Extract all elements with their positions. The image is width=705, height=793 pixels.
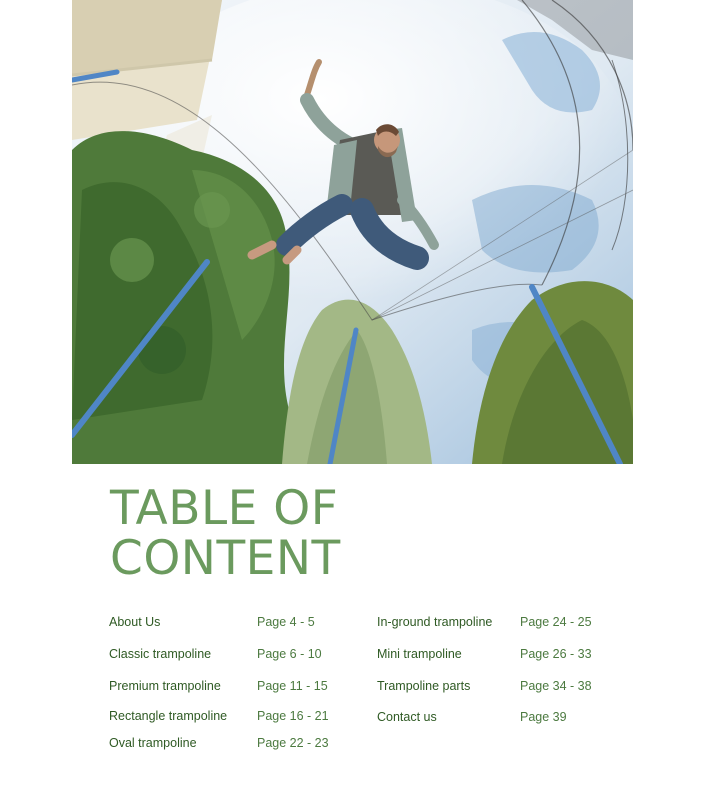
page-title bbox=[110, 481, 341, 586]
toc-entry-premium-trampoline[interactable] bbox=[109, 675, 369, 697]
toc-entry-pages: Page 34 - 38 bbox=[520, 679, 592, 693]
toc-entry-in-ground-trampoline[interactable] bbox=[377, 611, 627, 633]
toc-entry-contact-us[interactable] bbox=[377, 706, 627, 728]
toc-entry-about-us[interactable] bbox=[109, 611, 369, 633]
toc-entry-label: Premium trampoline bbox=[109, 679, 221, 693]
toc-entry-pages: Page 39 bbox=[520, 710, 567, 724]
toc-entry-pages: Page 11 - 15 bbox=[257, 679, 328, 693]
toc-entry-pages: Page 16 - 21 bbox=[257, 709, 329, 723]
toc-entry-rectangle-trampoline[interactable] bbox=[109, 705, 369, 727]
toc-entry-label: Rectangle trampoline bbox=[109, 709, 228, 723]
toc-entry-trampoline-parts[interactable] bbox=[377, 675, 627, 697]
toc-entry-label: In-ground trampoline bbox=[377, 615, 493, 629]
toc-entry-classic-trampoline[interactable] bbox=[109, 643, 369, 665]
toc-entry-label: Oval trampoline bbox=[109, 736, 197, 750]
trampoline-photo-icon bbox=[72, 0, 633, 464]
toc-entry-pages: Page 6 - 10 bbox=[257, 647, 322, 661]
toc-entry-label: Contact us bbox=[377, 710, 437, 724]
toc-entry-pages: Page 4 - 5 bbox=[257, 615, 315, 629]
toc-entry-label: Classic trampoline bbox=[109, 647, 212, 661]
toc-entry-pages: Page 26 - 33 bbox=[520, 647, 592, 661]
toc-entry-pages: Page 22 - 23 bbox=[257, 736, 329, 750]
toc-entry-label: Mini trampoline bbox=[377, 647, 462, 661]
toc-entry-label: About Us bbox=[109, 615, 161, 629]
toc-entry-pages: Page 24 - 25 bbox=[520, 615, 592, 629]
toc-entry-oval-trampoline[interactable] bbox=[109, 732, 369, 754]
page-title-line-2: CONTENT bbox=[110, 531, 341, 586]
header-photo bbox=[72, 0, 633, 464]
page-title-line-1: TABLE OF bbox=[110, 481, 339, 536]
toc-entry-label: Trampoline parts bbox=[377, 679, 471, 693]
table-of-contents bbox=[109, 611, 629, 761]
toc-entry-mini-trampoline[interactable] bbox=[377, 643, 627, 665]
